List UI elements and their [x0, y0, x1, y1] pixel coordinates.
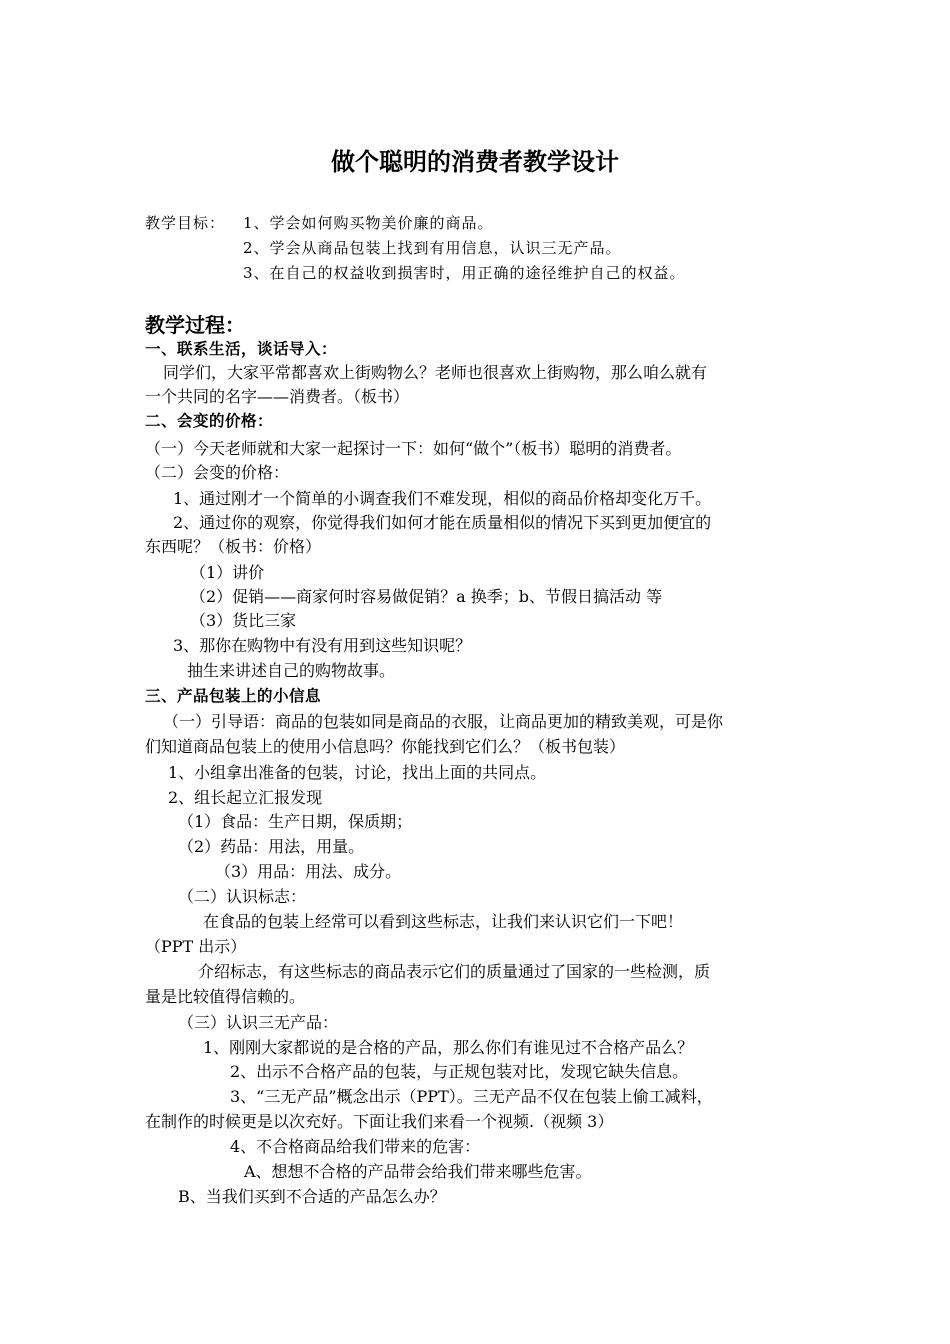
- paragraph-line: （1）食品：生产日期，保质期；: [178, 812, 413, 831]
- paragraph-line: 介绍标志，有这些标志的商品表示它们的质量通过了国家的一些检测，质: [198, 962, 711, 981]
- paragraph-line: 1、通过刚才一个简单的小调查我们不难发现，相似的商品价格却变化万千。: [173, 489, 712, 508]
- paragraph-line: 在食品的包装上经常可以看到这些标志，让我们来认识它们一下吧！: [203, 912, 684, 931]
- paragraph-line: 东西呢？（板书：价格）: [145, 537, 322, 556]
- paragraph-line: （二）认识标志：: [178, 887, 307, 906]
- paragraph-line: （PPT 出示）: [145, 937, 247, 956]
- paragraph-line: （2）药品：用法，用量。: [178, 837, 365, 856]
- paragraph-line: 3、“三无产品”概念出示（PPT）。三无产品不仅在包装上偷工减料，: [230, 1087, 713, 1106]
- paragraph-line: A、想想不合格的产品带会给我们带来哪些危害。: [244, 1162, 592, 1181]
- objectives-label: 教学目标：: [145, 214, 226, 232]
- paragraph-line: （3）货比三家: [190, 611, 297, 630]
- paragraph-line: （一）引导语：商品的包装如同是商品的衣服，让商品更加的精致美观，可是你: [163, 712, 724, 731]
- paragraph-line: 抽生来讲述自己的购物故事。: [187, 661, 396, 680]
- paragraph-line: 量是比较值得信赖的。: [145, 987, 306, 1006]
- section-heading: 一、联系生活，谈话导入：: [145, 339, 338, 358]
- paragraph-line: B、当我们买到不合适的产品怎么办？: [178, 1187, 446, 1206]
- document-title: 做个聪明的消费者教学设计: [331, 148, 619, 176]
- paragraph-line: 3、那你在购物中有没有用到这些知识呢？: [173, 636, 472, 655]
- paragraph-line: 在制作的时候更是以次充好。下面让我们来看一个视频.（视频 3）: [145, 1112, 614, 1131]
- paragraph-line: （二）会变的价格：: [145, 463, 290, 482]
- objective-item: 2、学会从商品包装上找到有用信息，认识三无产品。: [243, 239, 622, 257]
- paragraph-line: 同学们，大家平常都喜欢上街购物么？老师也很喜欢上街购物，那么咱么就有: [163, 363, 708, 382]
- paragraph-line: （1）讲价: [190, 563, 265, 582]
- paragraph-line: （三）认识三无产品：: [178, 1013, 339, 1032]
- section-heading: 二、会变的价格：: [145, 411, 274, 430]
- paragraph-line: （3）用品：用法、成分。: [215, 862, 402, 881]
- paragraph-line: 们知道商品包装上的使用小信息吗？你能找到它们么？（板书包装）: [145, 737, 626, 756]
- paragraph-line: 1、刚刚大家都说的是合格的产品，那么你们有谁见过不合格产品么？: [203, 1038, 694, 1057]
- paragraph-line: （2）促销——商家何时容易做促销？a 换季；b、节假日搞活动 等: [190, 587, 663, 606]
- process-heading: 教学过程：: [145, 313, 245, 337]
- paragraph-line: 2、组长起立汇报发现: [168, 788, 323, 807]
- paragraph-line: 4、不合格商品给我们带来的危害：: [230, 1137, 481, 1156]
- objective-item: 3、在自己的权益收到损害时，用正确的途径维护自己的权益。: [243, 264, 686, 282]
- paragraph-line: （一）今天老师就和大家一起探讨一下：如何“做个”（板书）聪明的消费者。: [145, 439, 682, 458]
- paragraph-line: 2、通过你的观察，你觉得我们如何才能在质量相似的情况下买到更加便宜的: [173, 513, 712, 532]
- objective-item: 1、学会如何购买物美价廉的商品。: [243, 214, 494, 232]
- section-heading: 三、产品包装上的小信息: [145, 686, 322, 705]
- paragraph-line: 一个共同的名字——消费者。（板书）: [145, 387, 410, 406]
- paragraph-line: 1、小组拿出准备的包装，讨论，找出上面的共同点。: [168, 763, 547, 782]
- paragraph-line: 2、出示不合格产品的包装，与正规包装对比，发现它缺失信息。: [230, 1062, 689, 1081]
